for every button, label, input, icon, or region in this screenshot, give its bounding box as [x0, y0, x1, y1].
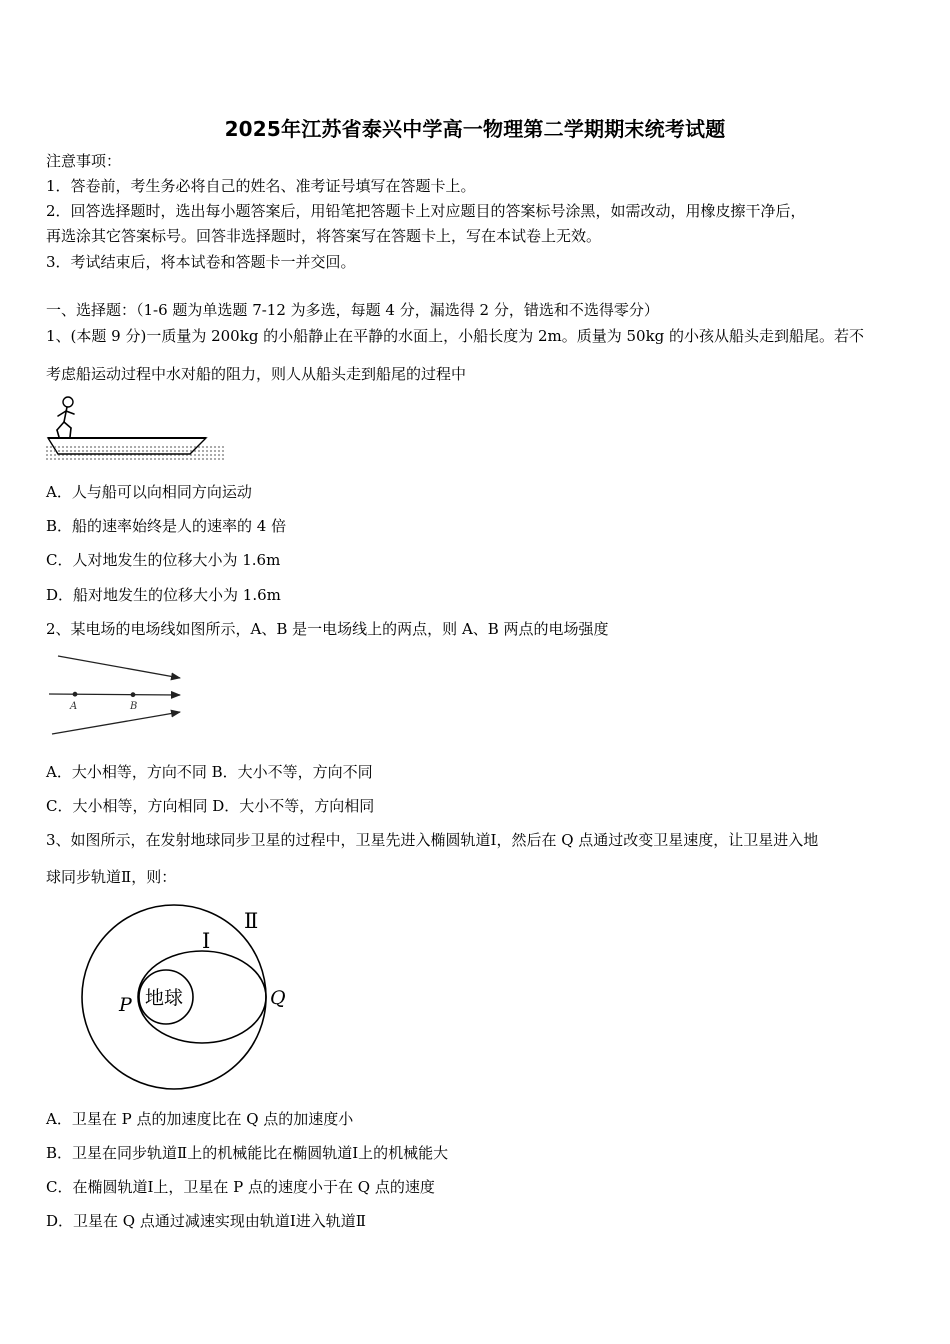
field-line-middle — [49, 694, 180, 695]
exam-title: 2025年江苏省泰兴中学高一物理第二学期期末统考试题 — [224, 117, 726, 141]
question-1-stem: 1、(本题 9 分)一质量为 200kg 的小船静止在平静的水面上，小船长度为 2m。质量为 50kg 的小孩从船头走到船尾。若不 — [46, 327, 865, 345]
notice-item: 1．答卷前，考生务必将自己的姓名、准考证号填写在答题卡上。 — [46, 177, 476, 195]
person-body — [57, 407, 74, 437]
field-lines-figure — [44, 648, 189, 740]
point-b — [131, 692, 136, 697]
orbit-2-label: Ⅱ — [244, 909, 259, 933]
question-1-option-a: A．人与船可以向相同方向运动 — [46, 483, 252, 501]
question-3-stem: 3、如图所示，在发射地球同步卫星的过程中，卫星先进入椭圆轨道Ⅰ，然后在 Q 点通过改变卫星速度，让卫星进入地 — [46, 831, 819, 849]
question-2-options-row-1: A．大小相等，方向不同 B．大小不等，方向不同 — [46, 763, 373, 781]
orbit-figure — [76, 904, 296, 1094]
notice-item: 3．考试结束后，将本试卷和答题卡一并交回。 — [46, 253, 356, 271]
earth-label: 地球 — [145, 987, 184, 1009]
notice-item: 再选涂其它答案标号。回答非选择题时，将答案写在答题卡上，写在本试卷上无效。 — [46, 227, 602, 245]
question-2-stem: 2、某电场的电场线如图所示，A、B 是一电场线上的两点，则 A、B 两点的电场强度 — [46, 620, 609, 638]
point-q-label: Q — [270, 987, 286, 1009]
question-2-options-row-2: C．大小相等，方向相同 D．大小不等，方向相同 — [46, 797, 375, 815]
notice-item: 2．回答选择题时，选出每小题答案后，用铅笔把答题卡上对应题目的答案标号涂黑，如需改动，用橡皮擦干净后， — [46, 202, 806, 220]
question-1-option-d: D．船对地发生的位移大小为 1.6m — [46, 586, 281, 604]
question-1-option-b: B．船的速率始终是人的速率的 4 倍 — [46, 517, 287, 535]
question-3-stem: 球同步轨道Ⅱ，则： — [46, 868, 177, 886]
point-a-label: A — [70, 701, 78, 712]
point-b-label: B — [130, 701, 138, 712]
question-1-stem: 考虑船运动过程中水对船的阻力，则人从船头走到船尾的过程中 — [46, 365, 467, 383]
orbit-1-label: Ⅰ — [202, 929, 211, 953]
point-a — [73, 692, 78, 697]
field-line-bottom — [52, 712, 180, 734]
question-3-option-c: C．在椭圆轨道Ⅰ上，卫星在 P 点的速度小于在 Q 点的速度 — [46, 1178, 435, 1196]
point-p-label: P — [119, 994, 132, 1016]
question-3-option-a: A．卫星在 P 点的加速度比在 Q 点的加速度小 — [46, 1110, 354, 1128]
person-head — [63, 397, 73, 407]
question-1-option-c: C．人对地发生的位移大小为 1.6m — [46, 551, 281, 569]
notice-heading: 注意事项： — [46, 152, 122, 170]
boat-hull — [48, 438, 206, 454]
field-line-top — [58, 656, 180, 678]
boat-figure — [44, 392, 229, 464]
section-heading: 一、选择题：（1-6 题为单选题 7-12 为多选，每题 4 分，漏选得 2 分，错选和不选得零分） — [46, 301, 659, 319]
question-3-option-d: D．卫星在 Q 点通过减速实现由轨道Ⅰ进入轨道Ⅱ — [46, 1212, 366, 1230]
question-3-option-b: B．卫星在同步轨道Ⅱ上的机械能比在椭圆轨道Ⅰ上的机械能大 — [46, 1144, 449, 1162]
